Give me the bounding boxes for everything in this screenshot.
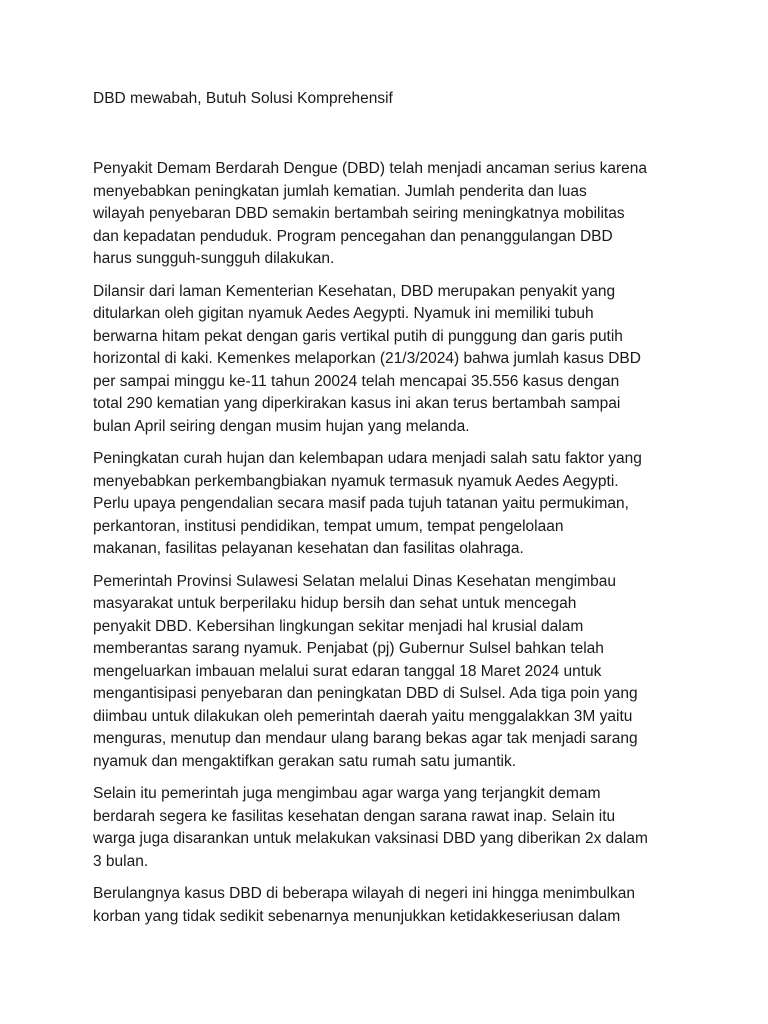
paragraph-line: harus sungguh-sungguh dilakukan. xyxy=(93,250,335,267)
paragraph-line: 3 bulan. xyxy=(93,852,149,870)
paragraph-line: nyamuk dan mengaktifkan gerakan satu rumah satu jumantik. xyxy=(93,752,517,770)
paragraph-line: berwarna hitam pekat dengan garis vertikal putih di punggung dan garis putih xyxy=(93,327,623,345)
paragraph-list xyxy=(93,158,685,928)
paragraph-line: wilayah penyebaran DBD semakin bertambah seiring meningkatnya mobilitas xyxy=(93,205,625,222)
paragraph-line: menyebabkan perkembangbiakan nyamuk termasuk nyamuk Aedes Aegypti. xyxy=(93,472,619,490)
paragraph-line: menyebabkan peningkatan jumlah kematian. Jumlah penderita dan luas xyxy=(93,182,587,200)
paragraph xyxy=(93,158,685,271)
paragraph-line: Pemerintah Provinsi Sulawesi Selatan melalui Dinas Kesehatan mengimbau xyxy=(93,572,616,590)
paragraph xyxy=(93,571,685,774)
paragraph-line: masyarakat untuk berperilaku hidup bersih dan sehat untuk mencegah xyxy=(93,595,577,612)
paragraph xyxy=(93,883,685,928)
paragraph-line: dan kepadatan penduduk. Program pencegahan dan penanggulangan DBD xyxy=(93,227,613,245)
paragraph-line: memberantas sarang nyamuk. Penjabat (pj) Gubernur Sulsel bahkan telah xyxy=(93,640,604,657)
paragraph xyxy=(93,281,685,439)
paragraph-line: total 290 kematian yang diperkirakan kasus ini akan terus bertambah sampai xyxy=(93,395,621,412)
paragraph-line: Dilansir dari laman Kementerian Kesehatan, DBD merupakan penyakit yang xyxy=(93,282,616,300)
document-title: DBD mewabah, Butuh Solusi Komprehensif xyxy=(93,90,393,107)
paragraph-line: diimbau untuk dilakukan oleh pemerintah daerah yaitu menggalakkan 3M yaitu xyxy=(93,707,633,725)
paragraph-line: warga juga disarankan untuk melakukan vaksinasi DBD yang diberikan 2x dalam xyxy=(93,830,648,847)
paragraph-line: bulan April seiring dengan musim hujan yang melanda. xyxy=(93,417,470,435)
paragraph-line: Perlu upaya pengendalian secara masif pada tujuh tatanan yaitu permukiman, xyxy=(93,495,629,512)
paragraph-line: horizontal di kaki. Kemenkes melaporkan (21/3/2024) bahwa jumlah kasus DBD xyxy=(93,350,641,367)
document-body xyxy=(93,88,685,938)
paragraph-line: Selain itu pemerintah juga mengimbau agar warga yang terjangkit demam xyxy=(93,785,601,802)
paragraph xyxy=(93,783,685,873)
paragraph-line: perkantoran, institusi pendidikan, tempat umum, tempat pengelolaan xyxy=(93,517,564,535)
paragraph-line: Peningkatan curah hujan dan kelembapan udara menjadi salah satu faktor yang xyxy=(93,450,642,467)
paragraph-line: korban yang tidak sedikit sebenarnya menunjukkan ketidakkeseriusan dalam xyxy=(93,907,621,925)
paragraph-line: berdarah segera ke fasilitas kesehatan dengan sarana rawat inap. Selain itu xyxy=(93,807,616,825)
paragraph-line: penyakit DBD. Kebersihan lingkungan sekitar menjadi hal krusial dalam xyxy=(93,617,584,635)
paragraph-line: Penyakit Demam Berdarah Dengue (DBD) telah menjadi ancaman serius karena xyxy=(93,160,647,177)
paragraph-line: makanan, fasilitas pelayanan kesehatan dan fasilitas olahraga. xyxy=(93,540,524,557)
paragraph-line: menguras, menutup dan mendaur ulang barang bekas agar tak menjadi sarang xyxy=(93,730,638,747)
paragraph-line: mengantisipasi penyebaran dan peningkatan DBD di Sulsel. Ada tiga poin yang xyxy=(93,685,638,702)
paragraph-line: Berulangnya kasus DBD di beberapa wilayah di negeri ini hingga menimbulkan xyxy=(93,885,635,902)
paragraph xyxy=(93,448,685,561)
paragraph-line: mengeluarkan imbauan melalui surat edaran tanggal 18 Maret 2024 untuk xyxy=(93,662,602,680)
paragraph-line: ditularkan oleh gigitan nyamuk Aedes Aegypti. Nyamuk ini memiliki tubuh xyxy=(93,305,594,322)
paragraph-line: per sampai minggu ke-11 tahun 20024 telah mencapai 35.556 kasus dengan xyxy=(93,372,620,390)
